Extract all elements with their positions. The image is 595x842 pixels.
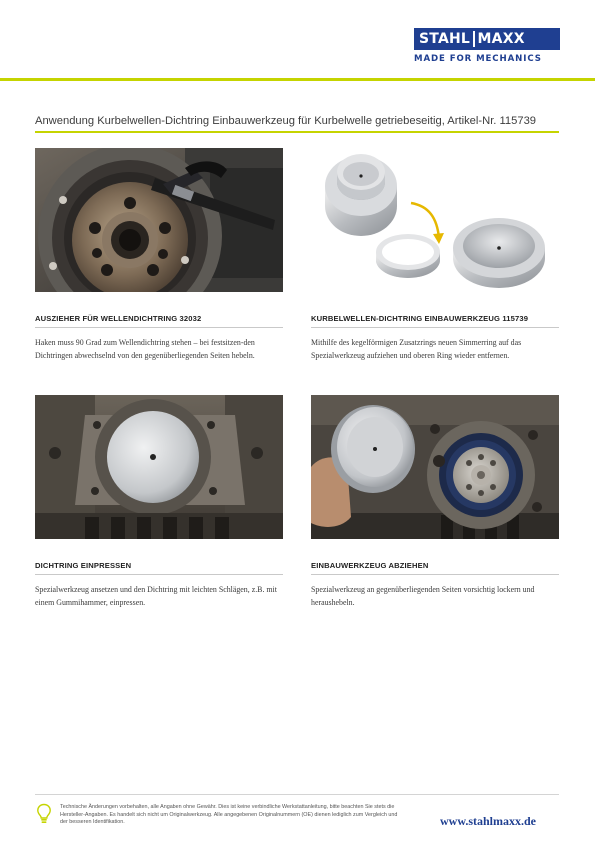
lightbulb-icon: [36, 803, 52, 825]
step-heading: KURBELWELLEN-DICHTRING EINBAUWERKZEUG 115739: [311, 314, 529, 323]
remove-tool-illustration: [311, 395, 559, 539]
step-card: [311, 395, 559, 609]
title-divider: [35, 131, 559, 133]
step-heading: AUSZIEHER FÜR WELLENDICHTRING 32032: [35, 314, 202, 323]
step-divider: [35, 574, 283, 575]
step-divider: [35, 327, 283, 328]
header-divider: [0, 78, 595, 81]
logo-word-left: STAHL: [419, 31, 471, 47]
tool-parts-illustration: [311, 148, 559, 292]
footer-disclaimer: Technische Änderungen vorbehalten, alle Angaben ohne Gewähr. Dies ist keine verbindliche Werkstattanleitung, bitte beachten Sie stets die Hersteller-Angaben. Es handelt sich nicht um Originalwerkzeug. Alle angegebenen Originalnummern (OE) dienen lediglich zum Vergleich und der besseren Identifikation.: [60, 804, 398, 826]
logo-separator: [473, 31, 475, 47]
logo-word-right: MAXX: [477, 31, 525, 47]
seal-puller-on-flywheel-photo: [35, 148, 283, 292]
step-heading: DICHTRING EINPRESSEN: [35, 561, 132, 570]
step-card: [35, 148, 283, 362]
step-description: Haken muss 90 Grad zum Wellendichtring stehen – bei festsitzen-den Dichtringen abwechselnd von den gegenüberliegenden Seiten hebeln.: [35, 338, 255, 360]
step-description: Spezialwerkzeug an gegenüberliegenden Seiten vorsichtig lockern und heraushebeln.: [311, 585, 535, 607]
step-card: [311, 148, 559, 362]
step-divider: [311, 574, 559, 575]
step-divider: [311, 327, 559, 328]
tool-removed-seal-installed-photo: [311, 395, 559, 539]
logo-tagline: MADE FOR MECHANICS: [414, 54, 542, 64]
seal-puller-illustration: [35, 148, 283, 292]
logo-wordmark: [414, 28, 560, 50]
installation-tool-parts-photo: [311, 148, 559, 292]
brand-logo: [414, 28, 560, 64]
step-description: Spezialwerkzeug ansetzen und den Dichtring mit leichten Schlägen, z.B. mit einem Gummihammer, einpressen.: [35, 585, 277, 607]
step-description: Mithilfe des kegelförmigen Zusatzrings neuen Simmerring auf das Spezialwerkzeug aufziehen und oberen Ring wieder entfernen.: [311, 338, 522, 360]
step-card: [35, 395, 283, 609]
website-link[interactable]: www.stahlmaxx.de: [440, 814, 537, 828]
step-heading: EINBAUWERKZEUG ABZIEHEN: [311, 561, 429, 570]
press-in-illustration: [35, 395, 283, 539]
footer-divider: [35, 794, 559, 795]
tool-on-engine-photo: [35, 395, 283, 539]
page-title: Anwendung Kurbelwellen-Dichtring Einbauwerkzeug für Kurbelwelle getriebeseitig, Artikel-Nr. 115739: [35, 115, 537, 127]
